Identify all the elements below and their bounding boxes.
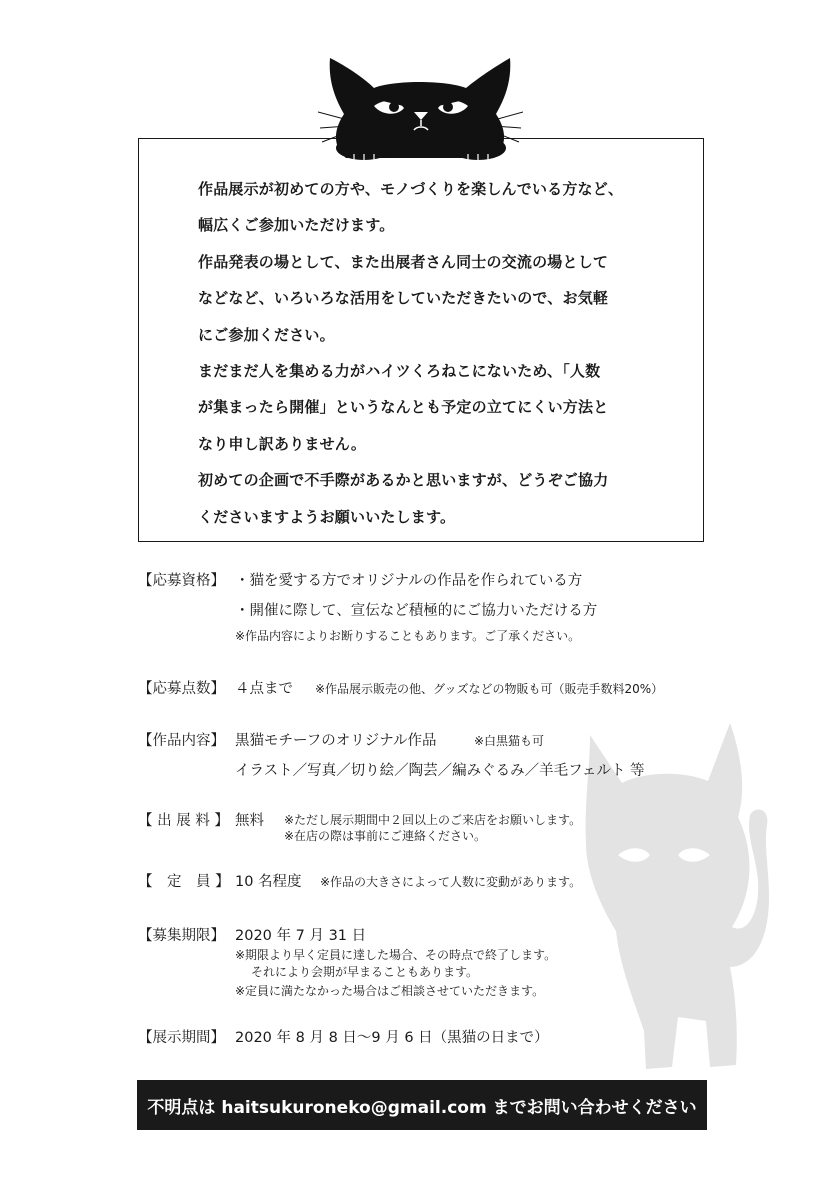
deadline-label: 【募集期限】 <box>138 928 225 944</box>
intro-line: 作品発表の場として、また出展者さん同士の交流の場として <box>198 252 609 271</box>
eligibility-line-1: ・猫を愛する方でオリジナルの作品を作られている方 <box>235 573 583 589</box>
intro-line: にご参加ください。 <box>198 325 335 344</box>
fee-value: 無料 <box>235 813 264 829</box>
content-value: 黒猫モチーフのオリジナル作品 <box>235 733 437 749</box>
capacity-label: 【 定 員 】 <box>138 874 230 890</box>
period-label: 【展示期間】 <box>138 1030 225 1046</box>
fee-note-1: ※ただし展示期間中２回以上のご来店をお願いします。 <box>284 813 582 827</box>
intro-paragraph <box>198 171 668 535</box>
content-note: ※白黒猫も可 <box>474 734 545 748</box>
fee-label: 【 出 展 料 】 <box>138 813 229 829</box>
capacity-value: 10 名程度 <box>235 874 302 890</box>
eligibility-note: ※作品内容によりお断りすることもあります。ご了承ください。 <box>235 629 581 643</box>
eligibility-label: 【応募資格】 <box>138 573 225 589</box>
fee-note-2: ※在店の際は事前にご連絡ください。 <box>284 829 487 843</box>
intro-line: なり申し訳ありません。 <box>198 434 367 453</box>
contact-banner: 不明点は haitsukuroneko@gmail.com までお問い合わせください <box>137 1080 707 1130</box>
capacity-note: ※作品の大きさによって人数に変動があります。 <box>320 875 582 889</box>
content-line-2: イラスト／写真／切り絵／陶芸／編みぐるみ／羊毛フェルト 等 <box>235 763 645 779</box>
intro-line: 作品展示が初めての方や、モノづくりを楽しんでいる方など、 <box>198 180 624 198</box>
eligibility-line-2: ・開催に際して、宣伝など積極的にご協力いただける方 <box>235 603 598 619</box>
intro-line: くださいますようお願いいたします。 <box>198 507 456 526</box>
intro-line: などなど、いろいろな活用をしていただきたいので、お気軽 <box>198 289 609 308</box>
intro-line: 初めての企画で不手際があるかと思いますが、どうぞご協力 <box>198 471 609 490</box>
intro-line: 幅広くご参加いただけます。 <box>198 216 395 235</box>
deadline-note-1: ※期限より早く定員に達した場合、その時点で終了します。 <box>235 948 557 962</box>
deadline-note-3: ※定員に満たなかった場合はご相談させていただきます。 <box>235 984 545 998</box>
deadline-value: 2020 年 7 月 31 日 <box>235 928 367 944</box>
count-label: 【応募点数】 <box>138 681 225 697</box>
black-cat-illustration <box>318 48 523 160</box>
period-value: 2020 年 8 月 8 日〜9 月 6 日（黒猫の日まで） <box>235 1030 549 1046</box>
content-label: 【作品内容】 <box>138 733 225 749</box>
deadline-note-2: それにより会期が早まることもあります。 <box>251 965 479 979</box>
count-value: ４点まで <box>235 681 293 697</box>
intro-line: が集まったら開催」というなんとも予定の立てにくい方法と <box>198 398 609 417</box>
count-note: ※作品展示販売の他、グッズなどの物販も可（販売手数料20%） <box>315 682 664 696</box>
intro-line: まだまだ人を集める力がハイツくろねこにないため、「人数 <box>198 362 601 381</box>
